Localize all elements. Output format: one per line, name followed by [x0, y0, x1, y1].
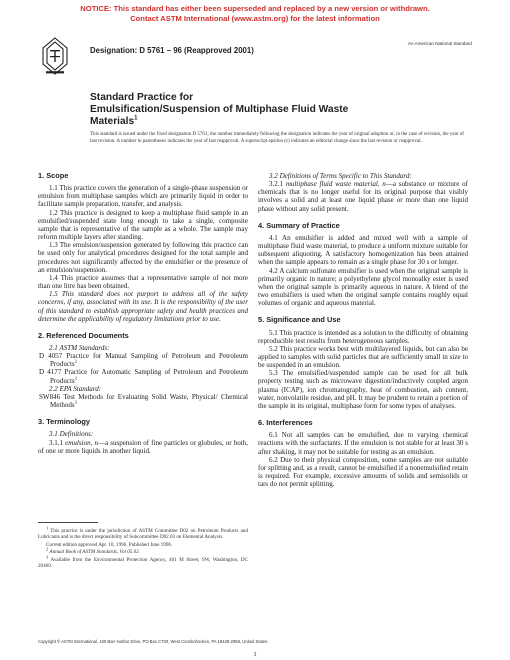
title-line-3: Materials$^1$: [90, 115, 138, 127]
section-interferences-heading: 6. Interferences: [258, 418, 313, 428]
title-footnote-mark: 1: [134, 115, 138, 122]
footnote-3: $^3$ Available from the Environmental Protection Agency, 401 M Street, SW, Washington, DC 20460.: [38, 553, 248, 570]
para-3-2: 3.2 Definitions of Terms Specific to This Standard:: [269, 172, 412, 180]
para-3-1-1: 3.1.1 emulsion, n—a suspension of fine particles or globules, or both, of one or more liquids in another liquid.: [38, 438, 248, 455]
para-4-1: 4.1 An emulsifier is added and mixed well with a sample of multiphase fluid waste material, to produce a uniform mixture suitable for subsequent aliquoting. A satisfactory homogenization has been attained when the sample appears to remain as a single phase for 30 s or longer.: [258, 233, 468, 267]
notice-line-1: NOTICE: This standard has either been superseded and replaced by a new version or withdrawn.: [80, 4, 430, 13]
american-national-standard: An American National Standard: [407, 41, 472, 46]
para-1-2: 1.2 This practice is designed to keep a multiphase fluid sample in an emulsified/suspended state long enough to take a single, composite sample that is representative of the sample as a whole. The sample may reform multiple layers after standing.: [38, 208, 248, 242]
para-3-1: 3.1 Definitions:: [49, 430, 94, 439]
para-5-2: 5.2 This practice works best with multilayered liquids, but can also be applied to samples with solid particles that are sufficiently small in size to be suspended in an emulsion.: [258, 344, 468, 370]
para-3-2-1: 3.2.1 multiphase fluid waste material, n—a substance or mixture of chemicals that is no longer useful for its original purpose that visibly involves a solid and at least one liquid phase or more than one liquid phase without any solid present.: [258, 180, 468, 213]
para-2-2: 2.2 EPA Standard:: [49, 384, 102, 393]
astm-international-logo: [40, 36, 70, 76]
footnote-1: $^1$ This practice is under the jurisdiction of ASTM Committee D02 on Petroleum Products and Lubricants and is the direct responsibility of Subcommittee D02.03 on Elemental Analysis.: [38, 525, 248, 541]
footnote-2: $^2$ Annual Book of ASTM Standards, Vol 05.02.: [46, 546, 140, 556]
para-5-1: 5.1 This practice is intended as a solution to the difficulty of obtaining reproducible test results from heterogeneous samples.: [258, 328, 468, 345]
ref-d4177: D 4177 Practice for Automatic Sampling of Petroleum and Petroleum Products$^2$: [39, 368, 248, 385]
para-1-1: 1.1 This practice covers the generation of a single-phase suspension or emulsion from multiphase samples which are primarily liquid in order to facilitate sample preparation, transfer, and analysis.: [38, 184, 248, 209]
para-5-3: 5.3 The emulsified/suspended sample can be used for all bulk property testing such as microwave digestion/inductively coupled argon plasma (ICAP), ion chromatography, heat of combustion, ash content, water, nonvolatile residue, and pH. It may be prudent to retain a portion of the sample in its original, multiphase form for some types of analyses.: [258, 369, 468, 410]
title-line-2: Emulsification/Suspension of Multiphase Fluid Waste: [90, 104, 349, 115]
section-scope-heading: 1. Scope: [38, 171, 69, 180]
designation: Designation: D 5761 – 96 (Reapproved 2001): [90, 46, 254, 55]
copyright-line: Copyright © ASTM International, 100 Barr Harbor Drive, PO Box C700, West Conshohocken, PA 19428-2959, United States.: [38, 639, 269, 644]
title-line-1: Standard Practice for: [90, 92, 194, 103]
withdrawal-notice: [0, 4, 510, 23]
para-1-4: 1.4 This practice assumes that a representative sample of not more than one litre has been obtained.: [38, 273, 248, 291]
para-4-2: 4.2 A calcium sulfonate emulsifier is used when the original sample is primarily organic in nature; a polyethylene glycol monoalky ester is used when the original sample is primarily aqueous in nature. A blend of the two emulsifiers is used when the original sample contains roughly equal volumes of organic and aqueous material.: [258, 266, 468, 308]
document-title: [90, 92, 450, 128]
section-terminology-heading: 3. Terminology: [38, 417, 91, 427]
right-column: [258, 172, 468, 488]
footnotes: [38, 525, 248, 570]
notice-line-2: Contact ASTM International (www.astm.org) for the latest information: [130, 13, 380, 23]
section-significance-heading: 5. Significance and Use: [258, 315, 341, 325]
section-summary-heading: 4. Summary of Practice: [258, 220, 340, 230]
para-6-1: 6.1 Not all samples can be emulsified, due to varying chemical reactions with the surfactants. If the emulsion is not stable for at least 30 s after shaking, it may not be suitable for testing as an emulsion.: [258, 431, 468, 456]
para-6-2: 6.2 Due to their physical composition, some samples are not suitable for splitting and, as a result, cannot be emulsified if a nonemulsified retain is required. For example, excessive amounts of solids and semisolids or tars do not permit splitting.: [258, 455, 468, 489]
para-1-3: 1.3 The emulsion/suspension generated by following this practice can be used only for analytical procedures designed for the total sample and procedures not significantly affected by the emulsifier or the presence of an emulsion/suspension.: [38, 241, 248, 274]
page-number: 1: [253, 651, 257, 658]
footnote-rule: [38, 522, 98, 523]
footnote-1b: Current edition approved Apr. 10, 1996. Published June 1996.: [46, 541, 173, 548]
left-column: [38, 172, 248, 455]
ref-sw846: SW846 Test Methods for Evaluating Solid Waste, Physical/ Chemical Methods$^3$: [39, 392, 248, 410]
para-1-5: 1.5 This standard does not purport to address all of the safety concerns, if any, associated with its use. It is the responsibility of the user of this standard to establish appropriate safety and health practices and determine the applicability of regulatory limitations prior to use.: [38, 290, 248, 323]
issuance-note: This standard is issued under the fixed designation D 5761; the number immediately following the designation indicates the year of original adoption or, in the case of revision, the year of last revision. A number in parentheses indicates the year of last reapproval. A superscript epsilon (ε) indicates an editorial change since the last revision or reapproval.: [90, 132, 464, 144]
section-referenced-documents-heading: 2. Referenced Documents: [38, 330, 129, 340]
para-2-1: 2.1 ASTM Standards:: [49, 343, 110, 352]
ref-d4057: D 4057 Practice for Manual Sampling of Petroleum and Petroleum Products$^2$: [39, 352, 248, 369]
